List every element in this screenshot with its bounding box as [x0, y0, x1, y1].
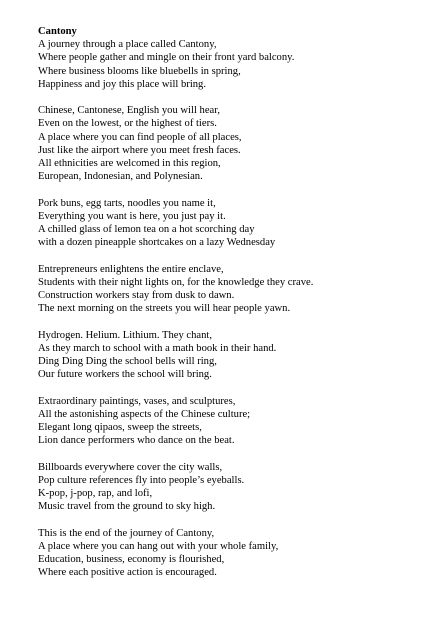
poem-line: Hydrogen. Helium. Lithium. They chant,	[38, 329, 212, 341]
poem-line: Even on the lowest, or the highest of tiers.	[38, 118, 217, 130]
poem-line: Extraordinary paintings, vases, and sculptures,	[38, 395, 236, 407]
poem-line: Lion dance performers who dance on the beat.	[38, 435, 235, 447]
poem-line: A chilled glass of lemon tea on a hot scorching day	[38, 224, 255, 236]
poem-line: K-pop, j-pop, rap, and lofi,	[38, 488, 153, 500]
poem-line: Billboards everywhere cover the city walls,	[38, 461, 223, 473]
poem-line: Pork buns, egg tarts, noodles you name it,	[38, 197, 216, 209]
poem-line: Elegant long qipaos, sweep the streets,	[38, 422, 202, 434]
stanza-3	[38, 197, 433, 250]
stanza-2	[38, 104, 433, 183]
poem-line: Where business blooms like bluebells in spring,	[38, 65, 241, 77]
poem-line: Just like the airport where you meet fresh faces.	[38, 144, 241, 156]
poem-line: Our future workers the school will bring.	[38, 369, 212, 381]
poem-title: Cantony	[38, 26, 77, 37]
poem-line: Construction workers stay from dusk to dawn.	[38, 290, 235, 302]
poem-line: All the astonishing aspects of the Chinese culture;	[38, 408, 251, 420]
poem-line: Where people gather and mingle on their front yard balcony.	[38, 52, 295, 64]
poem-line: European, Indonesian, and Polynesian.	[38, 171, 203, 183]
poem-line: Where each positive action is encouraged.	[38, 567, 217, 579]
poem-line: Ding Ding Ding the school bells will ring,	[38, 356, 217, 368]
poem	[38, 25, 433, 593]
poem-line: Education, business, economy is flourished,	[38, 554, 225, 566]
poem-line: with a dozen pineapple shortcakes on a lazy Wednesday	[38, 237, 276, 249]
poem-line: As they march to school with a math book in their hand.	[38, 342, 277, 354]
poem-line: Entrepreneurs enlightens the entire enclave,	[38, 263, 224, 275]
poem-line: Everything you want is here, you just pay it.	[38, 210, 226, 222]
poem-line: Happiness and joy this place will bring.	[38, 78, 206, 90]
poem-line: The next morning on the streets you will hear people yawn.	[38, 303, 291, 315]
stanza-6	[38, 395, 433, 448]
poem-line: This is the end of the journey of Cantony,	[38, 527, 215, 539]
stanza-4	[38, 263, 433, 316]
poem-line: All ethnicities are welcomed in this region,	[38, 158, 221, 170]
poem-line: Pop culture references fly into people’s eyeballs.	[38, 474, 245, 486]
poem-line: A journey through a place called Cantony,	[38, 39, 217, 51]
poem-line: Chinese, Cantonese, English you will hear,	[38, 105, 220, 117]
poem-line: A place where you can hang out with your whole family,	[38, 540, 279, 552]
poem-line: A place where you can find people of all places,	[38, 131, 242, 143]
stanza-1	[38, 38, 433, 91]
stanza-7	[38, 461, 433, 514]
poem-line: Music travel from the ground to sky high.	[38, 501, 216, 513]
poem-line: Students with their night lights on, for the knowledge they crave.	[38, 276, 314, 288]
stanza-8	[38, 527, 433, 580]
stanza-5	[38, 329, 433, 382]
